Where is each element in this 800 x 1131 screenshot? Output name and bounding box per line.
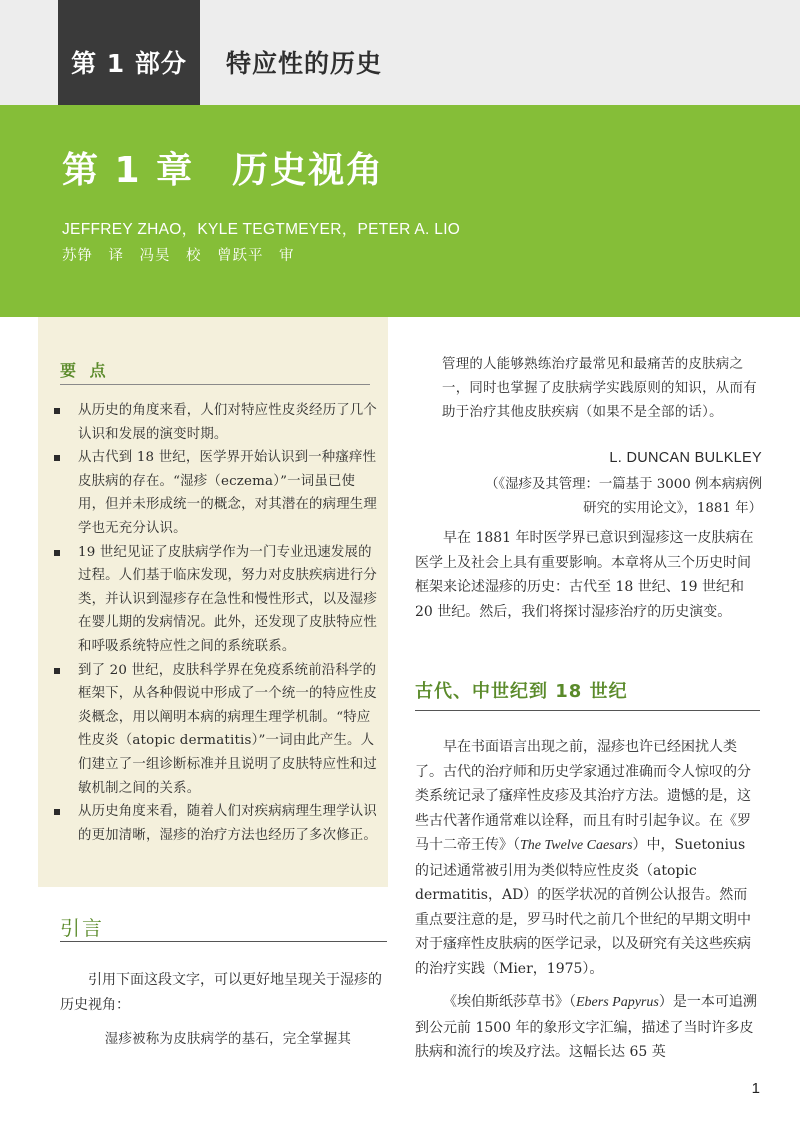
body-text: 早在书面语言出现之前，湿疹也许已经困扰人类了。古代的治疗师和历史学家通过准确而令人惊叹的分类系统记录了瘙痒性皮疹及其治疗方法。遗憾的是，这些古代著作通常难以诠释，而且有时引起争议。在《罗马十二帝王传》（ [415, 739, 751, 853]
body-paragraph [415, 735, 760, 981]
quote-text-continued: 管理的人能够熟练治疗最常见和最痛苦的皮肤病之一，同时也掌握了皮肤病学实践原则的知识，从而有助于治疗其他皮肤疾病（如果不是全部的话）。 [442, 357, 757, 420]
section-heading: 古代、中世纪到 18 世纪 [415, 681, 628, 702]
body-text: 《埃伯斯纸莎草书》（ [443, 994, 576, 1010]
part-label: 第 1 部分 [71, 49, 187, 78]
intro-paragraph: 引用下面这段文字，可以更好地呈现关于湿疹的历史视角： [60, 972, 382, 1013]
quote-text-start: 湿疹被称为皮肤病学的基石，完全掌握其 [104, 1032, 352, 1047]
key-point-item: 从古代到 18 世纪，医学界开始认识到一种瘙痒性皮肤病的存在。“湿疹（eczema）”一词虽已使用，但并未形成统一的概念，对其潜在的病理生理学也无充分认识。 [48, 446, 380, 540]
key-points-heading: 要 点 [60, 361, 110, 380]
book-title-latin: Ebers Papyrus [576, 995, 659, 1010]
body-paragraph [415, 990, 760, 1065]
key-point-item: 从历史的角度来看，人们对特应性皮炎经历了几个认识和发展的演变时期。 [48, 399, 380, 446]
chapter-authors: JEFFREY ZHAO，KYLE TEGTMEYER，PETER A. LIO [62, 221, 461, 238]
book-title-latin: The Twelve Caesars [520, 838, 633, 853]
intro-divider [60, 941, 387, 942]
chapter-title: 第 1 章 历史视角 [62, 150, 385, 191]
chapter-banner [0, 105, 800, 317]
body-text: ）是一本可追溯到公元前 1500 年的象形文字汇编，描述了当时许多皮肤病和流行的埃及疗法。这幅长达 65 英 [415, 994, 757, 1060]
part-title: 特应性的历史 [226, 49, 383, 78]
quote-source: （《湿疹及其管理：一篇基于 3000 例本病病例研究的实用论文》，1881 年） [485, 477, 762, 516]
intro-heading: 引言 [60, 916, 104, 940]
key-points-divider [60, 384, 370, 385]
quote-author: L. DUNCAN BULKLEY [609, 450, 762, 466]
key-point-item: 从历史角度来看，随着人们对疾病病理生理学认识的更加清晰，湿疹的治疗方法也经历了多次修正。 [48, 800, 380, 847]
body-text: ）中，Suetonius 的记述通常被引用为类似特应性皮炎（atopic dermatitis，AD）的医学状况的首例公认报告。然而重点要注意的是，罗马时代之前几个世纪的早期文明中对于瘙痒性皮肤病的医学记录，以及研究有关这些疾病的治疗实践（Mier，1975）。 [415, 837, 751, 977]
key-points-list [48, 399, 380, 847]
body-paragraph: 早在 1881 年时医学界已意识到湿疹这一皮肤病在医学上及社会上具有重要影响。本章将从三个历史时间框架来论述湿疹的历史：古代至 18 世纪、19 世纪和 20 世纪。然后，我们将探讨湿疹治疗的历史演变。 [415, 530, 754, 620]
key-point-item: 到了 20 世纪，皮肤科学界在免疫系统前沿科学的框架下，从各种假说中形成了一个统一的特应性皮炎概念，用以阐明本病的病理生理学机制。“特应性皮炎（atopic dermatitis）”一词由此产生。人们建立了一组诊断标准并且说明了皮肤特应性和过敏机制之间的关系。 [48, 659, 380, 801]
page-number: 1 [751, 1080, 760, 1097]
chapter-translators: 苏铮 译 冯昊 校 曾跃平 审 [62, 248, 295, 264]
section-divider [415, 710, 760, 711]
key-point-item: 19 世纪见证了皮肤病学作为一门专业迅速发展的过程。人们基于临床发现，努力对皮肤疾病进行分类，并认识到湿疹存在急性和慢性形式，以及湿疹在婴儿期的发病情况。此外，还发现了皮肤特应性和呼吸系统特应性之间的系统联系。 [48, 541, 380, 659]
